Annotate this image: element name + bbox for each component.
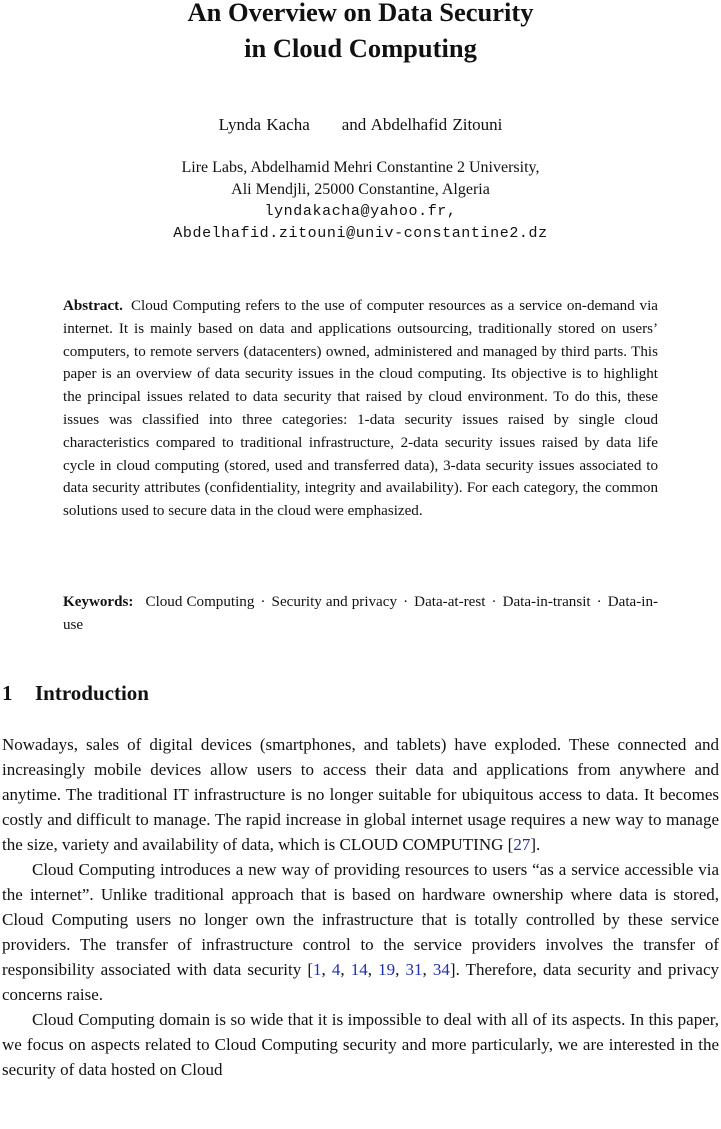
keyword-item: Data-in-use (63, 594, 659, 633)
paragraph-1 (2, 732, 719, 857)
affiliation-line-2: Ali Mendjli, 25000 Constantine, Algeria (231, 181, 490, 198)
keyword-item: Cloud Computing (145, 594, 255, 610)
keyword-item: Security and privacy (271, 594, 398, 610)
email-1[interactable]: lyndakacha@yahoo.fr, (264, 203, 457, 220)
citation-link[interactable]: 34 (432, 960, 450, 979)
citation-link[interactable]: 27 (513, 835, 531, 854)
citation-link[interactable]: 1 (313, 960, 322, 979)
keyword-separator: · (491, 594, 497, 610)
citation-separator: , (422, 960, 433, 979)
keywords-block (63, 591, 658, 637)
keyword-item: Data-in-transit (502, 594, 591, 610)
citation-link[interactable]: 14 (350, 960, 368, 979)
email-2[interactable]: Abdelhafid.zitouni@univ-constantine2.dz (173, 225, 548, 242)
section-heading (2, 679, 149, 707)
author-conjunction: and (341, 115, 367, 134)
affiliation-line-1: Lire Labs, Abdelhamid Mehri Constantine 2 University, (181, 159, 540, 176)
paragraph-text: Nowadays, sales of digital devices (smartphones, and tablets) have exploded. These connected and increasingly mobile devices allow users to access their data and applications from anywhere and anytime. The traditional IT infrastructure is no longer suitable for ubiquitous access to data. It becomes costly and difficult to manage. The rapid increase in global internet usage requires a new way to manage the size, variety and availability of data, which is CLOUD COMPUTING [ (2, 735, 719, 854)
citation-link[interactable]: 19 (378, 960, 396, 979)
author-2: Abdelhafid Zitouni (370, 115, 503, 134)
paragraph-text: Cloud Computing introduces a new way of providing resources to users “as a service accessible via the internet”. Unlike traditional approach that is based on hardware ownership where data is stored, Cloud Computing users no longer own the infrastructure that is totally controlled by these service providers. The transfer of infrastructure control to the service providers involves the transfer of responsibility associated with data security [ (2, 860, 719, 979)
paragraph-text: Cloud Computing domain is so wide that it is impossible to deal with all of its aspects. In this paper, we focus on aspects related to Cloud Computing security and more particularly, we are interested in the security of data hosted on Cloud (2, 1010, 719, 1079)
keywords-label: Keywords: (63, 594, 134, 610)
abstract-text: Cloud Computing refers to the use of computer resources as a service on-demand via internet. It is mainly based on data and applications outsourcing, traditionally stored on users’ computers, to remote servers (datacenters) owned, administered and managed by third parts. This paper is an overview of data security issues in the cloud computing. Its objective is to highlight the principal issues related to data security that raised by cloud environment. To do this, these issues was classified into three categories: 1-data security issues raised by single cloud characteristics compared to traditional infrastructure, 2-data security issues raised by data life cycle in cloud computing (stored, used and transferred data), 3-data security issues associated to data security attributes (confidentiality, integrity and availability). For each category, the common solutions used to secure data in the cloud were emphasized. (63, 298, 658, 520)
keyword-item: Data-at-rest (414, 594, 486, 610)
paragraph-end: ]. (530, 835, 541, 854)
keyword-separator: · (596, 594, 602, 610)
citation-separator: , (367, 960, 379, 979)
keyword-separator: · (260, 594, 266, 610)
author-1: Lynda Kacha (218, 115, 310, 134)
citation-separator: , (395, 960, 406, 979)
abstract-block (63, 295, 658, 523)
paragraph-3 (2, 1007, 719, 1082)
citation-link[interactable]: 4 (331, 960, 341, 979)
body-text (2, 732, 719, 1082)
citation-separator: , (321, 960, 332, 979)
citation-separator: , (340, 960, 351, 979)
paragraph-end: ]. Therefore, data security and privacy concerns raise. (2, 960, 720, 1004)
section-number: 1 (2, 681, 13, 705)
keyword-separator: · (403, 594, 409, 610)
paragraph-2 (2, 857, 719, 1007)
citation-link[interactable]: 31 (405, 960, 423, 979)
title-line-2: in Cloud Computing (244, 33, 477, 63)
abstract-label: Abstract. (63, 298, 123, 314)
title-line-1: An Overview on Data Security (187, 0, 534, 27)
affiliation-block (0, 157, 721, 245)
section-title: Introduction (35, 681, 149, 705)
author-list (0, 114, 721, 136)
paper-title (0, 0, 721, 66)
